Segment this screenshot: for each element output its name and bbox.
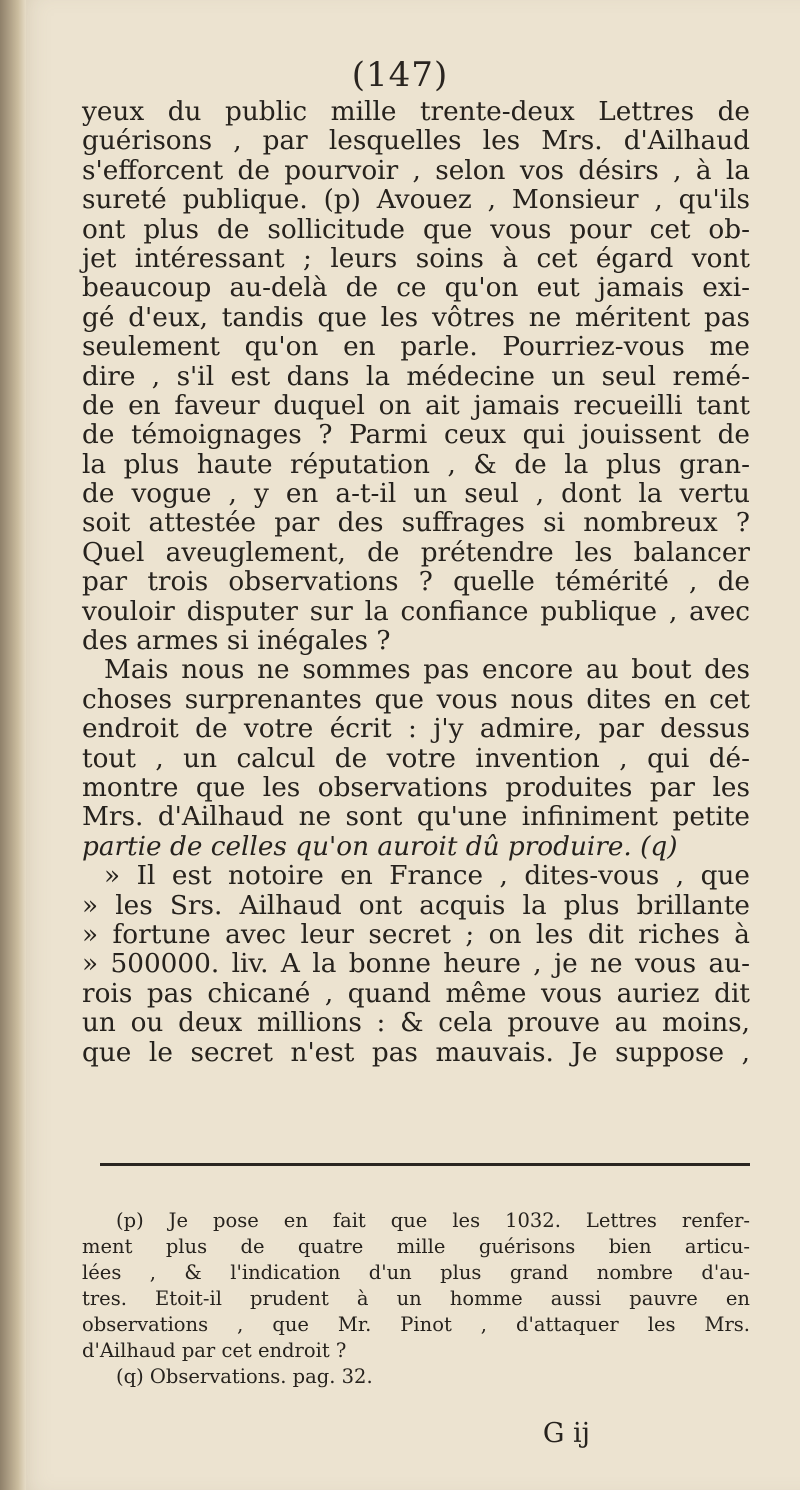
text-line: seulement qu'on en parle. Pourriez-vous me bbox=[82, 332, 750, 363]
page-number: (147) bbox=[351, 55, 449, 95]
text-line: » fortune avec leur secret ; on les dit riches à bbox=[82, 919, 750, 950]
footnote-line: d'Ailhaud par cet endroit ? bbox=[82, 1339, 347, 1362]
text-line: endroit de votre écrit : j'y admire, par dessus bbox=[82, 714, 750, 745]
text-line: rois pas chicané , quand même vous auriez dit bbox=[82, 978, 750, 1009]
text-line: beaucoup au-delà de ce qu'on eut jamais exi- bbox=[82, 273, 750, 304]
text-line: s'efforcent de pourvoir , selon vos désirs , à la bbox=[82, 155, 750, 186]
footnote-line: (p) Je pose en fait que les 1032. Lettres renfer- bbox=[116, 1209, 750, 1232]
text-line: yeux du public mille trente-deux Lettres de bbox=[82, 97, 750, 127]
text-line: de en faveur duquel on ait jamais recueilli tant bbox=[82, 390, 750, 421]
text-line: montre que les observations produites par les bbox=[82, 772, 750, 803]
text-line: tout , un calcul de votre invention , qui dé- bbox=[82, 743, 750, 774]
text-line: sureté publique. (p) Avouez , Monsieur , qu'ils bbox=[82, 185, 750, 216]
text-line: de témoignages ? Parmi ceux qui jouissent de bbox=[82, 420, 750, 451]
text-line: un ou deux millions : & cela prouve au moins, bbox=[82, 1008, 750, 1039]
text-line: que le secret n'est pas mauvais. Je suppose , bbox=[82, 1037, 750, 1068]
footnote-line: (q) Observations. pag. 32. bbox=[116, 1365, 373, 1388]
text-line: des armes si inégales ? bbox=[82, 626, 391, 657]
signature-mark: G ij bbox=[542, 1418, 590, 1449]
text-line: par trois observations ? quelle témérité , de bbox=[82, 567, 750, 598]
text-line: jet intéressant ; leurs soins à cet égard vont bbox=[82, 243, 750, 274]
text-line: ont plus de sollicitude que vous pour cet ob- bbox=[82, 214, 750, 245]
text-line: » 500000. liv. A la bonne heure , je ne vous au- bbox=[82, 949, 750, 980]
text-line: la plus haute réputation , & de la plus gran- bbox=[82, 449, 750, 480]
footnote-rule bbox=[100, 1163, 750, 1166]
main-text bbox=[82, 98, 750, 1068]
text-line: dire , s'il est dans la médecine un seul remé- bbox=[82, 361, 750, 392]
text-line: guérisons , par lesquelles les Mrs. d'Ailhaud bbox=[82, 126, 750, 157]
text-line: vouloir disputer sur la confiance publique , avec bbox=[82, 596, 750, 627]
book-spine-shadow bbox=[0, 0, 26, 1490]
text-line: Mrs. d'Ailhaud ne sont qu'une infiniment petite bbox=[82, 802, 750, 833]
text-line: soit attestée par des suffrages si nombreux ? bbox=[82, 508, 750, 539]
text-line: Mais nous ne sommes pas encore au bout des bbox=[104, 655, 750, 686]
text-line: Quel aveuglement, de prétendre les balancer bbox=[82, 537, 750, 568]
text-line: de vogue , y en a-t-il un seul , dont la vertu bbox=[82, 479, 750, 510]
footnote-line: observations , que Mr. Pinot , d'attaquer les Mrs. bbox=[82, 1313, 750, 1336]
text-line: » les Srs. Ailhaud ont acquis la plus brillante bbox=[82, 890, 750, 921]
text-line: » Il est notoire en France , dites-vous , que bbox=[104, 861, 750, 892]
footnotes bbox=[82, 1208, 750, 1390]
footnote-line: tres. Etoit-il prudent à un homme aussi pauvre en bbox=[82, 1287, 750, 1310]
text-line: gé d'eux, tandis que les vôtres ne méritent pas bbox=[82, 302, 750, 333]
text-line: choses surprenantes que vous nous dites en cet bbox=[82, 684, 750, 715]
footnote-line: ment plus de quatre mille guérisons bien articu- bbox=[82, 1235, 750, 1258]
footnote-line: lées , & l'indication d'un plus grand nombre d'au- bbox=[82, 1261, 750, 1284]
text-line: partie de celles qu'on auroit dû produire. (q) bbox=[82, 831, 678, 862]
